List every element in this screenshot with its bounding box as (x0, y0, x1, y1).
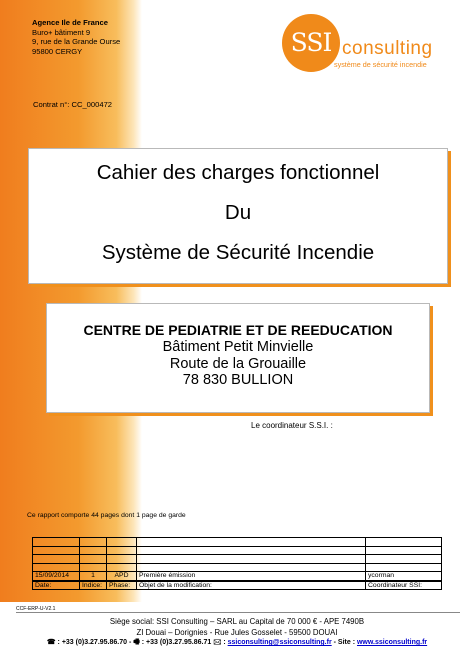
table-row (33, 555, 442, 564)
table-cell (137, 538, 366, 547)
title-line-3: Système de Sécurité Incendie (101, 241, 375, 264)
coordinator-label: Le coordinateur S.S.I. : (251, 421, 333, 430)
table-cell (33, 538, 80, 547)
logo-mark: SSI (282, 14, 340, 72)
table-cell (366, 555, 442, 564)
table-row (33, 572, 442, 581)
table-cell (80, 538, 107, 547)
table-row (33, 563, 442, 572)
table-cell (366, 546, 442, 555)
address-line: Buro+ bâtiment 9 (32, 27, 91, 37)
table-cell (80, 563, 107, 572)
mail-icon: 🖂 : (213, 639, 226, 646)
table-cell (366, 563, 442, 572)
footer-phone: ☎ : +33 (0)3.27.95.86.70 - 🖷 : +33 (0)3.27.95.86.71 (46, 639, 212, 646)
footer-divider (16, 612, 460, 613)
table-cell (366, 538, 442, 547)
table-cell (107, 563, 137, 572)
table-header: Phase: (107, 581, 137, 590)
logo-word: consulting (342, 38, 433, 59)
site-label: - Site : (333, 639, 356, 646)
table-header: Indice: (80, 581, 107, 590)
table-cell: APD (107, 572, 137, 581)
table-cell: ycorman (366, 572, 442, 581)
table-header: Objet de la modification: (137, 581, 366, 590)
table-cell (137, 563, 366, 572)
site-city: 78 830 BULLION (182, 372, 294, 388)
table-header: Date: (33, 581, 80, 590)
title-line-1: Cahier des charges fonctionnel (96, 161, 380, 184)
site-box (46, 303, 430, 413)
title-box (28, 148, 448, 284)
document-code: CCF-ERP-U-V2.1 (16, 606, 56, 612)
email-link[interactable]: ssiconsulting@ssiconsulting.fr (227, 639, 332, 646)
table-cell (107, 555, 137, 564)
site-building: Bâtiment Petit Minvielle (162, 339, 314, 355)
table-row (33, 538, 442, 547)
pages-note: Ce rapport comporte 44 pages dont 1 page de garde (27, 512, 186, 519)
ssi-consulting-logo (282, 14, 450, 76)
contract-number: Contrat n°: CC_000472 (33, 100, 113, 109)
table-row (33, 546, 442, 555)
table-cell (137, 546, 366, 555)
footer-line-1: Siège social: SSI Consulting – SARL au Capital de 70 000 € - APE 7490B (109, 617, 365, 626)
footer (0, 617, 474, 649)
address-line: 9, rue de la Grande Ourse (32, 37, 121, 47)
table-cell (80, 546, 107, 555)
table-header-row (33, 581, 442, 590)
address-line: 95800 CERGY (32, 46, 83, 56)
table-cell (80, 555, 107, 564)
table-cell (33, 563, 80, 572)
table-cell (107, 546, 137, 555)
agency-address (32, 18, 120, 56)
site-road: Route de la Grouaille (169, 355, 307, 372)
footer-line-2: ZI Douai – Dorignies - Rue Jules Gosselet - 59500 DOUAI (136, 627, 338, 637)
table-cell (137, 555, 366, 564)
site-name: CENTRE DE PEDIATRIE ET DE REEDUCATION (83, 322, 393, 338)
table-cell (33, 555, 80, 564)
website-link[interactable]: www.ssiconsulting.fr (356, 639, 428, 646)
table-cell: Première émission (137, 572, 366, 581)
table-header: Coordinateur SSI: (366, 581, 442, 590)
table-cell (107, 538, 137, 547)
logo-tagline: système de sécurité incendie (334, 60, 427, 69)
footer-contact (0, 638, 474, 649)
table-cell (33, 546, 80, 555)
agency-name: Agence Ile de France (32, 18, 108, 27)
table-cell: 1 (80, 572, 107, 581)
table-cell: 15/09/2014 (33, 572, 80, 581)
title-line-2: Du (224, 201, 252, 224)
revision-history-table (32, 537, 442, 590)
